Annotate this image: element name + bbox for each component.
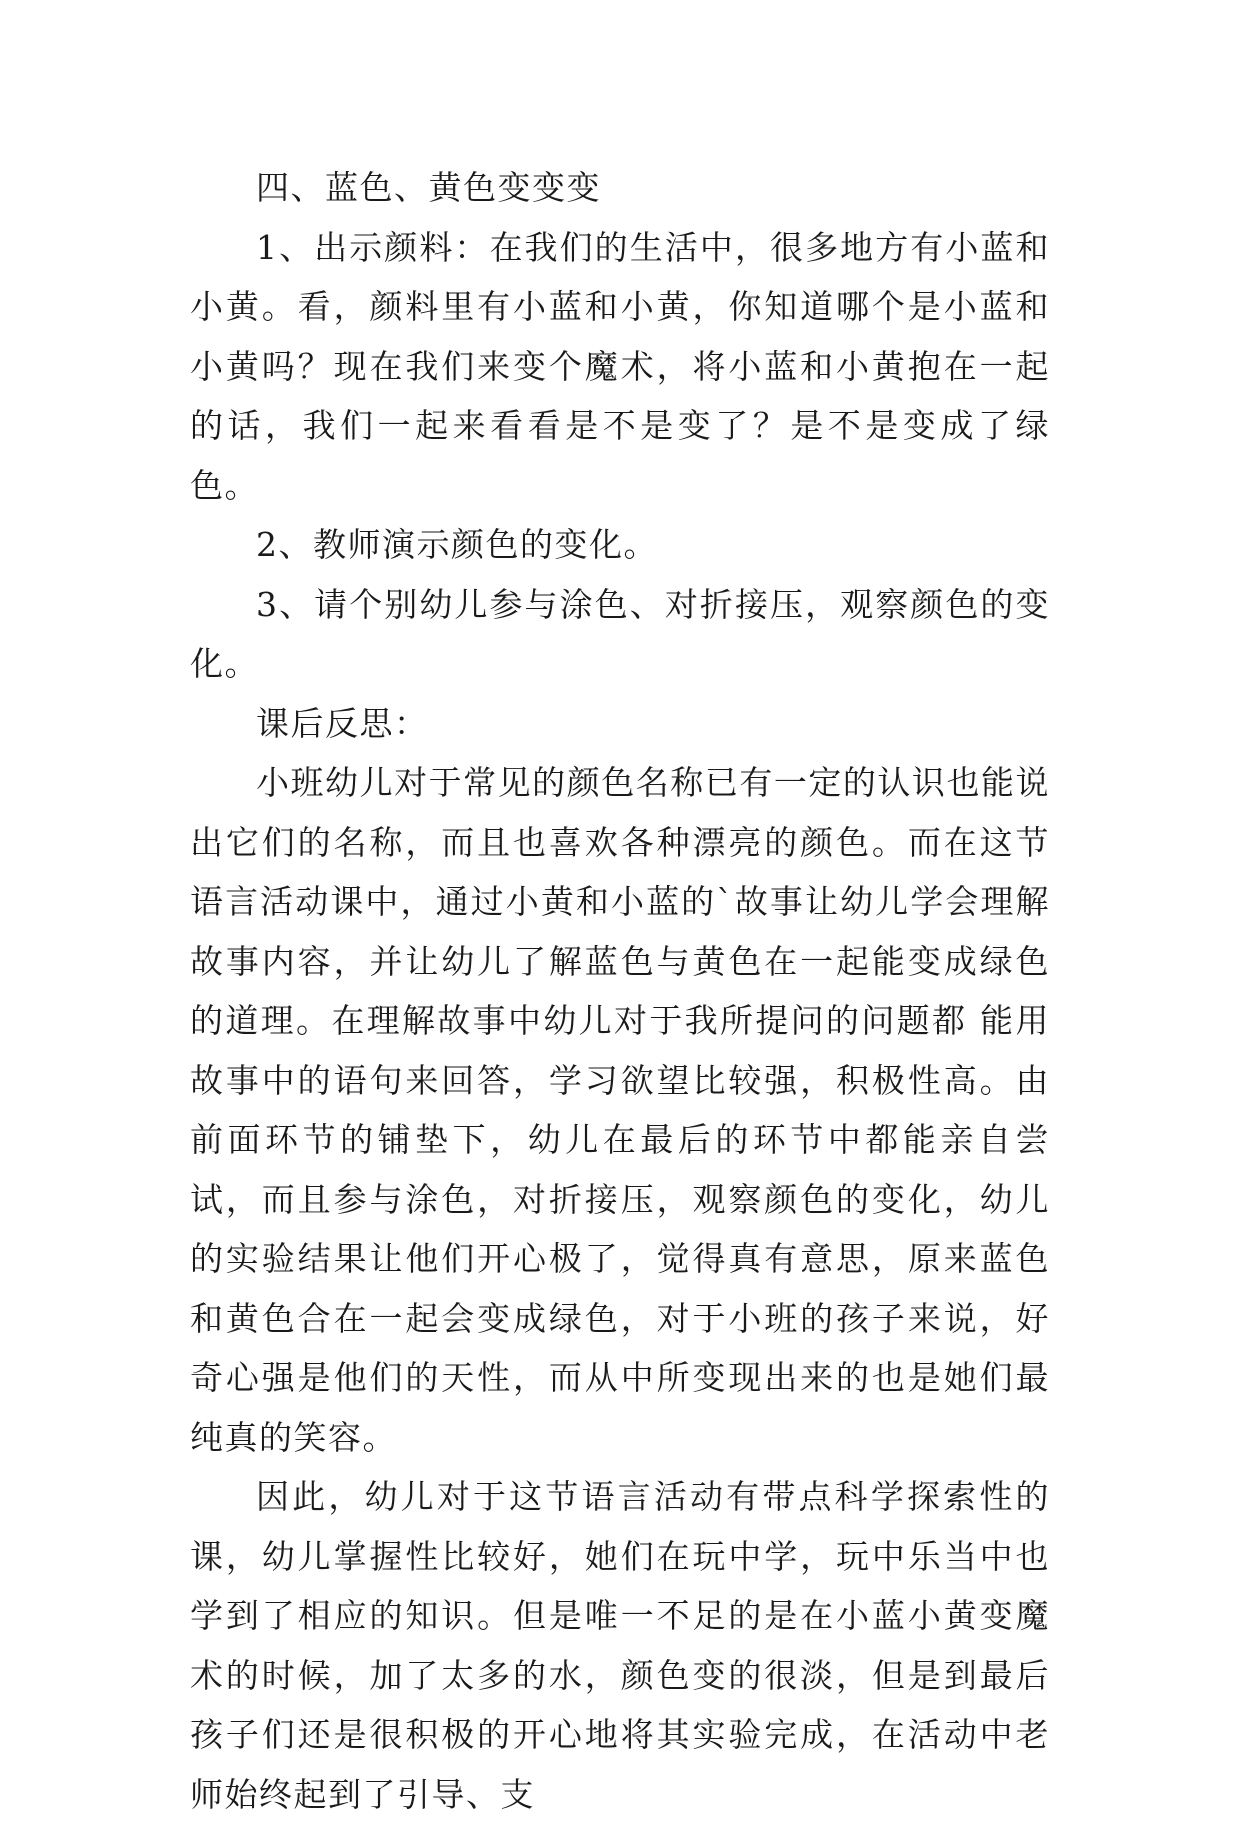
reflection-paragraph-1: 小班幼儿对于常见的颜色名称已有一定的认识也能说出它们的名称，而且也喜欢各种漂亮的颜色。而在这节语言活动课中，通过小黄和小蓝的`故事让幼儿学会理解故事内容，并让幼儿了解蓝色与黄色在一起能变成绿色的道理。在理解故事中幼儿对于我所提问的问题都 能用故事中的语句来回答，学习欲望比较强，积极性高。由前面环节的铺垫下，幼儿在最后的环节中都能亲自尝试，而且参与涂色，对折接压，观察颜色的变化，幼儿的实验结果让他们开心极了，觉得真有意思，原来蓝色和黄色合在一起会变成绿色，对于小班的孩子来说，好奇心强是他们的天性，而从中所变现出来的也是她们最纯真的笑容。	[190, 763, 1050, 1457]
reflection-paragraph-2: 因此，幼儿对于这节语言活动有带点科学探索性的课，幼儿掌握性比较好，她们在玩中学，玩中乐当中也学到了相应的知识。但是唯一不足的是在小蓝小黄变魔术的时候，加了太多的水，颜色变的很淡，但是到最后孩子们还是很积极的开心地将其实验完成，在活动中老师始终起到了引导、支	[190, 1477, 1050, 1814]
section-heading: 四、蓝色、黄色变变变	[256, 168, 601, 207]
step-paragraph-3: 3、请个别幼儿参与涂色、对折接压，观察颜色的变化。	[190, 584, 1050, 683]
step-paragraph-1: 1、出示颜料：在我们的生活中，很多地方有小蓝和小黄。看，颜料里有小蓝和小黄，你知道哪个是小蓝和小黄吗？现在我们来变个魔术，将小蓝和小黄抱在一起的话，我们一起来看看是不是变了？是不是变成了绿色。	[190, 227, 1050, 505]
document-body	[190, 158, 1050, 1824]
step-paragraph-2: 2、教师演示颜色的变化。	[256, 525, 658, 564]
reflection-heading: 课后反思：	[256, 703, 429, 743]
